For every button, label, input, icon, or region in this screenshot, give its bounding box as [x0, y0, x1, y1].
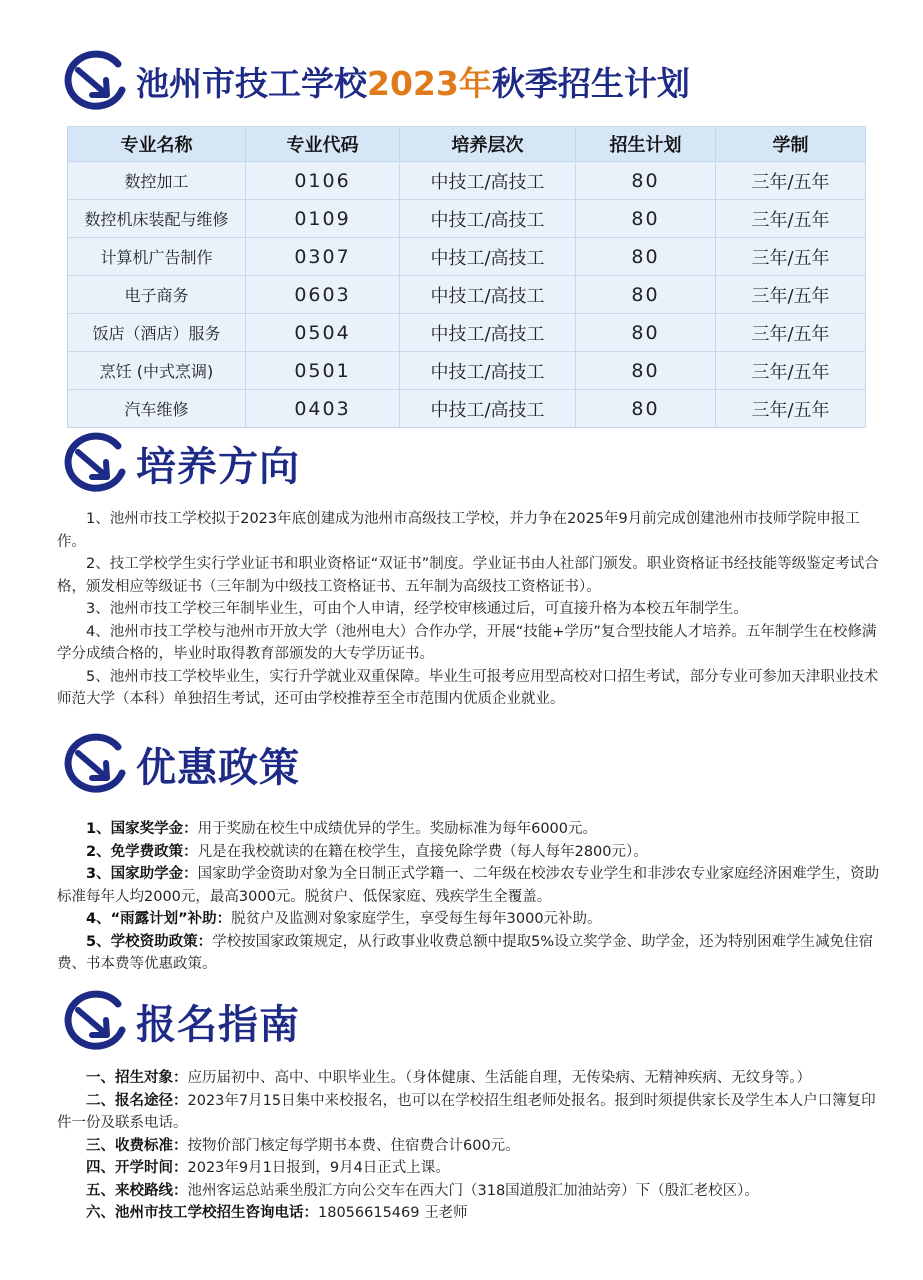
arrow-circle-icon — [60, 50, 130, 112]
list-item — [57, 841, 887, 864]
study-duration: 三年/五年 — [716, 238, 866, 276]
item-label: 1、国家奖学金： — [86, 821, 198, 837]
table-row — [68, 200, 866, 238]
list-item: 5、池州市技工学校毕业生，实行升学就业双重保障。毕业生可报考应用型高校对口招生考试，部分专业可参加天津职业技术师范大学（本科）单独招生考试，还可由学校推荐至全市范围内优质企业就业。 — [57, 668, 879, 707]
list-item: 2、技工学校学生实行学业证书和职业资格证“双证书”制度。学业证书由人社部门颁发。职业资格证书经技能等级鉴定考试合格，颁发相应等级证书（三年制为中级技工资格证书、五年制为高级技工资格证书）。 — [57, 556, 879, 595]
main-heading — [60, 50, 690, 112]
study-duration: 三年/五年 — [716, 276, 866, 314]
list-item — [57, 1180, 887, 1203]
enrollment-count: 80 — [576, 314, 716, 352]
item-label: 五、来校路线： — [86, 1182, 188, 1199]
enrollment-count: 80 — [576, 200, 716, 238]
policy-heading — [60, 733, 300, 795]
list-item: 1、池州市技工学校拟于2023年底创建成为池州市高级技工学校，并力争在2025年9月前完成创建池州市技师学院申报工作。 — [57, 511, 860, 550]
item-text: 凡是在我校就读的在籍在校学生，直接免除学费（每人每年2800元）。 — [197, 843, 648, 860]
major-code: 0403 — [246, 390, 400, 428]
section-title: 培养方向 — [136, 443, 300, 490]
training-heading — [60, 432, 300, 494]
training-level: 中技工/高技工 — [400, 200, 576, 238]
column-header: 专业名称 — [68, 127, 246, 162]
list-item — [57, 1202, 887, 1225]
major-code: 0109 — [246, 200, 400, 238]
list-item — [57, 1135, 887, 1158]
list-item: 4、池州市技工学校与池州市开放大学（池州电大）合作办学，开展“技能+学历”复合型技能人才培养。五年制学生在校修满学分成绩合格的，毕业时取得教育部颁发的大专学历证书。 — [57, 623, 877, 662]
item-text: 18056615469 王老师 — [318, 1205, 468, 1221]
list-item — [57, 1157, 887, 1180]
arrow-circle-icon — [60, 432, 130, 494]
major-code: 0603 — [246, 276, 400, 314]
major-name: 数控机床装配与维修 — [68, 200, 246, 238]
column-header: 专业代码 — [246, 127, 400, 162]
item-text: 脱贫户及监测对象家庭学生，享受每生每年3000元补助。 — [231, 911, 602, 927]
training-level: 中技工/高技工 — [400, 276, 576, 314]
study-duration: 三年/五年 — [716, 162, 866, 200]
major-code: 0501 — [246, 352, 400, 390]
item-text: 国家助学金资助对象为全日制正式学籍一、二年级在校涉农专业学生和非涉农专业家庭经济困难学生，资助标准每年人均2000元，最高3000元。脱贫户、低保家庭、残疾学生全覆盖。 — [57, 866, 880, 905]
list-item — [57, 931, 887, 976]
study-duration: 三年/五年 — [716, 390, 866, 428]
training-level: 中技工/高技工 — [400, 390, 576, 428]
enrollment-count: 80 — [576, 390, 716, 428]
table-header-row — [68, 127, 866, 162]
item-label: 3、国家助学金： — [86, 866, 198, 882]
enrollment-count: 80 — [576, 238, 716, 276]
table-row — [68, 276, 866, 314]
major-code: 0307 — [246, 238, 400, 276]
item-text: 池州客运总站乘坐殷汇方向公交车在西大门（318国道殷汇加油站旁）下（殷汇老校区）。 — [187, 1182, 759, 1199]
title-suffix: 秋季招生计划 — [491, 63, 690, 103]
table-row — [68, 162, 866, 200]
list-item: 3、池州市技工学校三年制毕业生，可由个人申请，经学校审核通过后，可直接升格为本校五年制学生。 — [86, 601, 748, 617]
list-item — [57, 1090, 887, 1135]
section-title: 优惠政策 — [136, 744, 300, 791]
major-name: 电子商务 — [68, 276, 246, 314]
enrollment-table — [67, 126, 866, 428]
study-duration: 三年/五年 — [716, 200, 866, 238]
guide-section — [57, 1067, 887, 1225]
major-name: 烹饪 (中式烹调) — [68, 352, 246, 390]
title-year: 2023年 — [367, 63, 492, 103]
training-level: 中技工/高技工 — [400, 314, 576, 352]
arrow-circle-icon — [60, 990, 130, 1052]
training-section — [57, 508, 887, 711]
list-item — [57, 1067, 887, 1090]
item-text: 2023年9月1日报到，9月4日正式上课。 — [187, 1160, 450, 1176]
training-level: 中技工/高技工 — [400, 162, 576, 200]
item-text: 应历届初中、高中、中职毕业生。（身体健康、生活能自理，无传染病、无精神疾病、无纹身等。） — [187, 1070, 811, 1086]
table-row — [68, 390, 866, 428]
column-header: 培养层次 — [400, 127, 576, 162]
major-name: 饭店（酒店）服务 — [68, 314, 246, 352]
study-duration: 三年/五年 — [716, 314, 866, 352]
table-row — [68, 238, 866, 276]
item-label: 4、“雨露计划”补助： — [86, 911, 232, 927]
column-header: 招生计划 — [576, 127, 716, 162]
list-item — [57, 863, 887, 908]
page-title — [136, 58, 690, 105]
list-item — [57, 908, 887, 931]
enrollment-count: 80 — [576, 352, 716, 390]
table-row — [68, 352, 866, 390]
major-name: 汽车维修 — [68, 390, 246, 428]
list-item — [57, 818, 887, 841]
title-prefix: 池州市技工学校 — [136, 63, 367, 103]
major-name: 数控加工 — [68, 162, 246, 200]
major-code: 0504 — [246, 314, 400, 352]
item-label: 2、免学费政策： — [86, 843, 198, 860]
major-name: 计算机广告制作 — [68, 238, 246, 276]
training-level: 中技工/高技工 — [400, 352, 576, 390]
item-label: 六、池州市技工学校招生咨询电话： — [86, 1205, 318, 1221]
item-text: 按物价部门核定每学期书本费、住宿费合计600元。 — [187, 1137, 520, 1154]
item-text: 2023年7月15日集中来校报名，也可以在学校招生组老师处报名。报到时须提供家长及学生本人户口簿复印件一份及联系电话。 — [57, 1092, 876, 1131]
item-text: 用于奖励在校生中成绩优异的学生。奖励标准为每年6000元。 — [197, 821, 597, 837]
section-title: 报名指南 — [136, 1001, 300, 1048]
item-label: 三、收费标准： — [86, 1137, 188, 1154]
item-label: 四、开学时间： — [86, 1160, 188, 1176]
enrollment-count: 80 — [576, 276, 716, 314]
guide-heading — [60, 990, 300, 1052]
study-duration: 三年/五年 — [716, 352, 866, 390]
enrollment-count: 80 — [576, 162, 716, 200]
item-label: 5、学校资助政策： — [86, 933, 213, 950]
item-text: 学校按国家政策规定，从行政事业收费总额中提取5%设立奖学金、助学金，还为特别困难学生减免住宿费、书本费等优惠政策。 — [57, 933, 874, 972]
policy-section — [57, 818, 887, 976]
training-level: 中技工/高技工 — [400, 238, 576, 276]
table-row — [68, 314, 866, 352]
column-header: 学制 — [716, 127, 866, 162]
arrow-circle-icon — [60, 733, 130, 795]
major-code: 0106 — [246, 162, 400, 200]
item-label: 二、报名途径： — [86, 1092, 188, 1109]
item-label: 一、招生对象： — [86, 1070, 188, 1086]
